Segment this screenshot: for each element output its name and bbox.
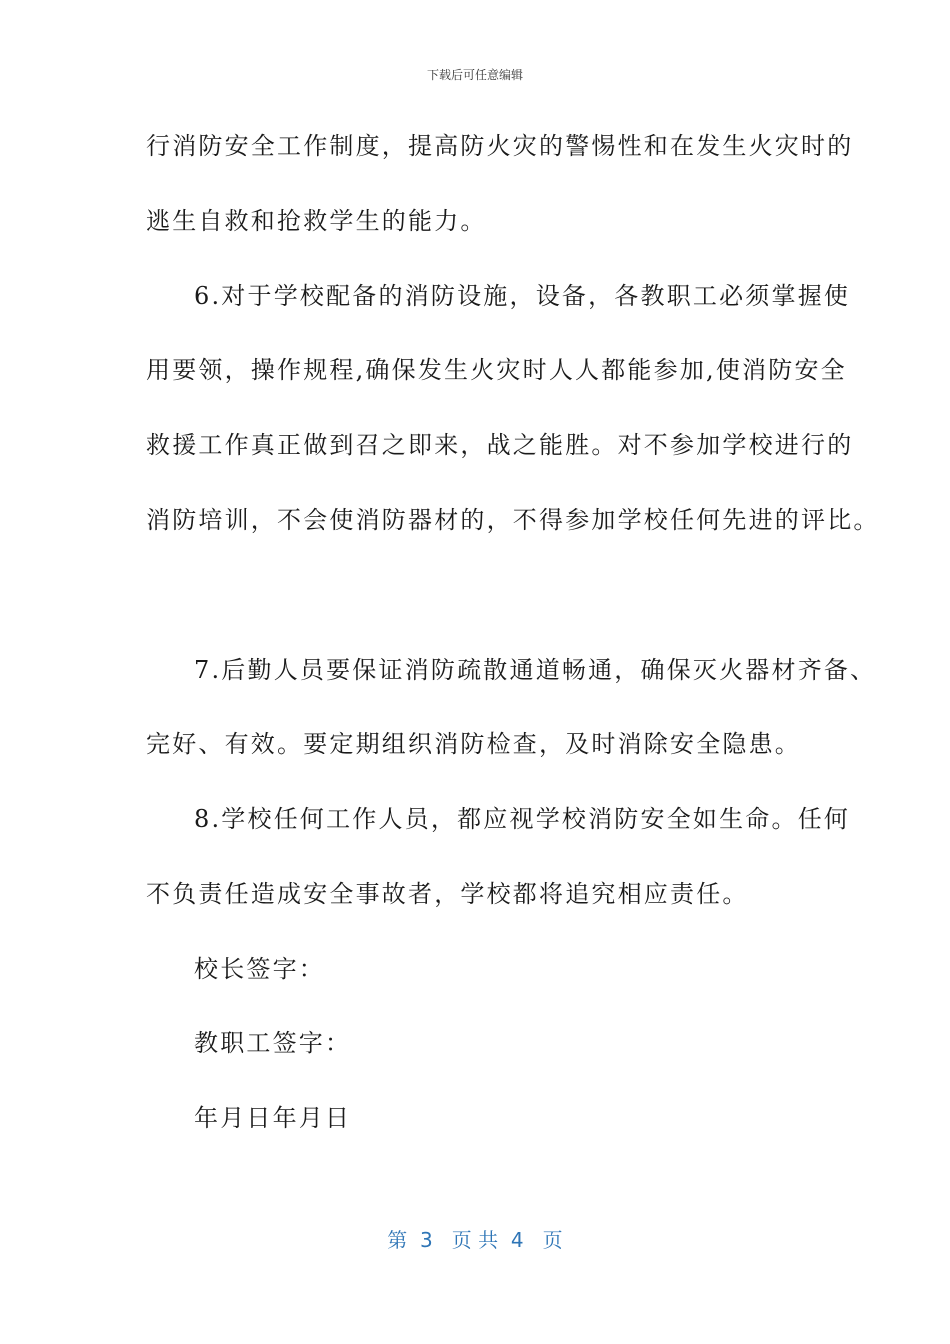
paragraph-line: 逃生自救和抢救学生的能力。 — [146, 207, 487, 235]
paragraph-line: 完好、有效。要定期组织消防检查，及时消除安全隐患。 — [146, 730, 801, 758]
staff-signature-label: 教职工签字： — [194, 1029, 352, 1057]
page-header: 下载后可任意编辑 — [426, 68, 523, 82]
date-line: 年月日年月日 — [194, 1104, 352, 1132]
paragraph-line: 不负责任造成安全事故者，学校都将追究相应责任。 — [146, 880, 749, 908]
paragraph-line: 8.学校任何工作人员，都应视学校消防安全如生命。任何 — [194, 805, 851, 833]
page-number-footer: 第 3 页 共 4 页 — [387, 1228, 563, 1252]
paragraph-line: 用要领，操作规程,确保发生火灾时人人都能参加,使消防安全 — [146, 356, 847, 384]
paragraph-line: 消防培训，不会使消防器材的，不得参加学校任何先进的评比。 — [146, 506, 880, 534]
principal-signature-label: 校长签字： — [194, 955, 325, 983]
paragraph-line: 救援工作真正做到召之即来，战之能胜。对不参加学校进行的 — [146, 431, 854, 459]
paragraph-line: 6.对于学校配备的消防设施，设备，各教职工必须掌握使 — [194, 282, 851, 310]
paragraph-line: 行消防安全工作制度，提高防火灾的警惕性和在发生火灾时的 — [146, 132, 854, 160]
paragraph-line: 7.后勤人员要保证消防疏散通道畅通，确保灭火器材齐备、 — [194, 656, 877, 684]
